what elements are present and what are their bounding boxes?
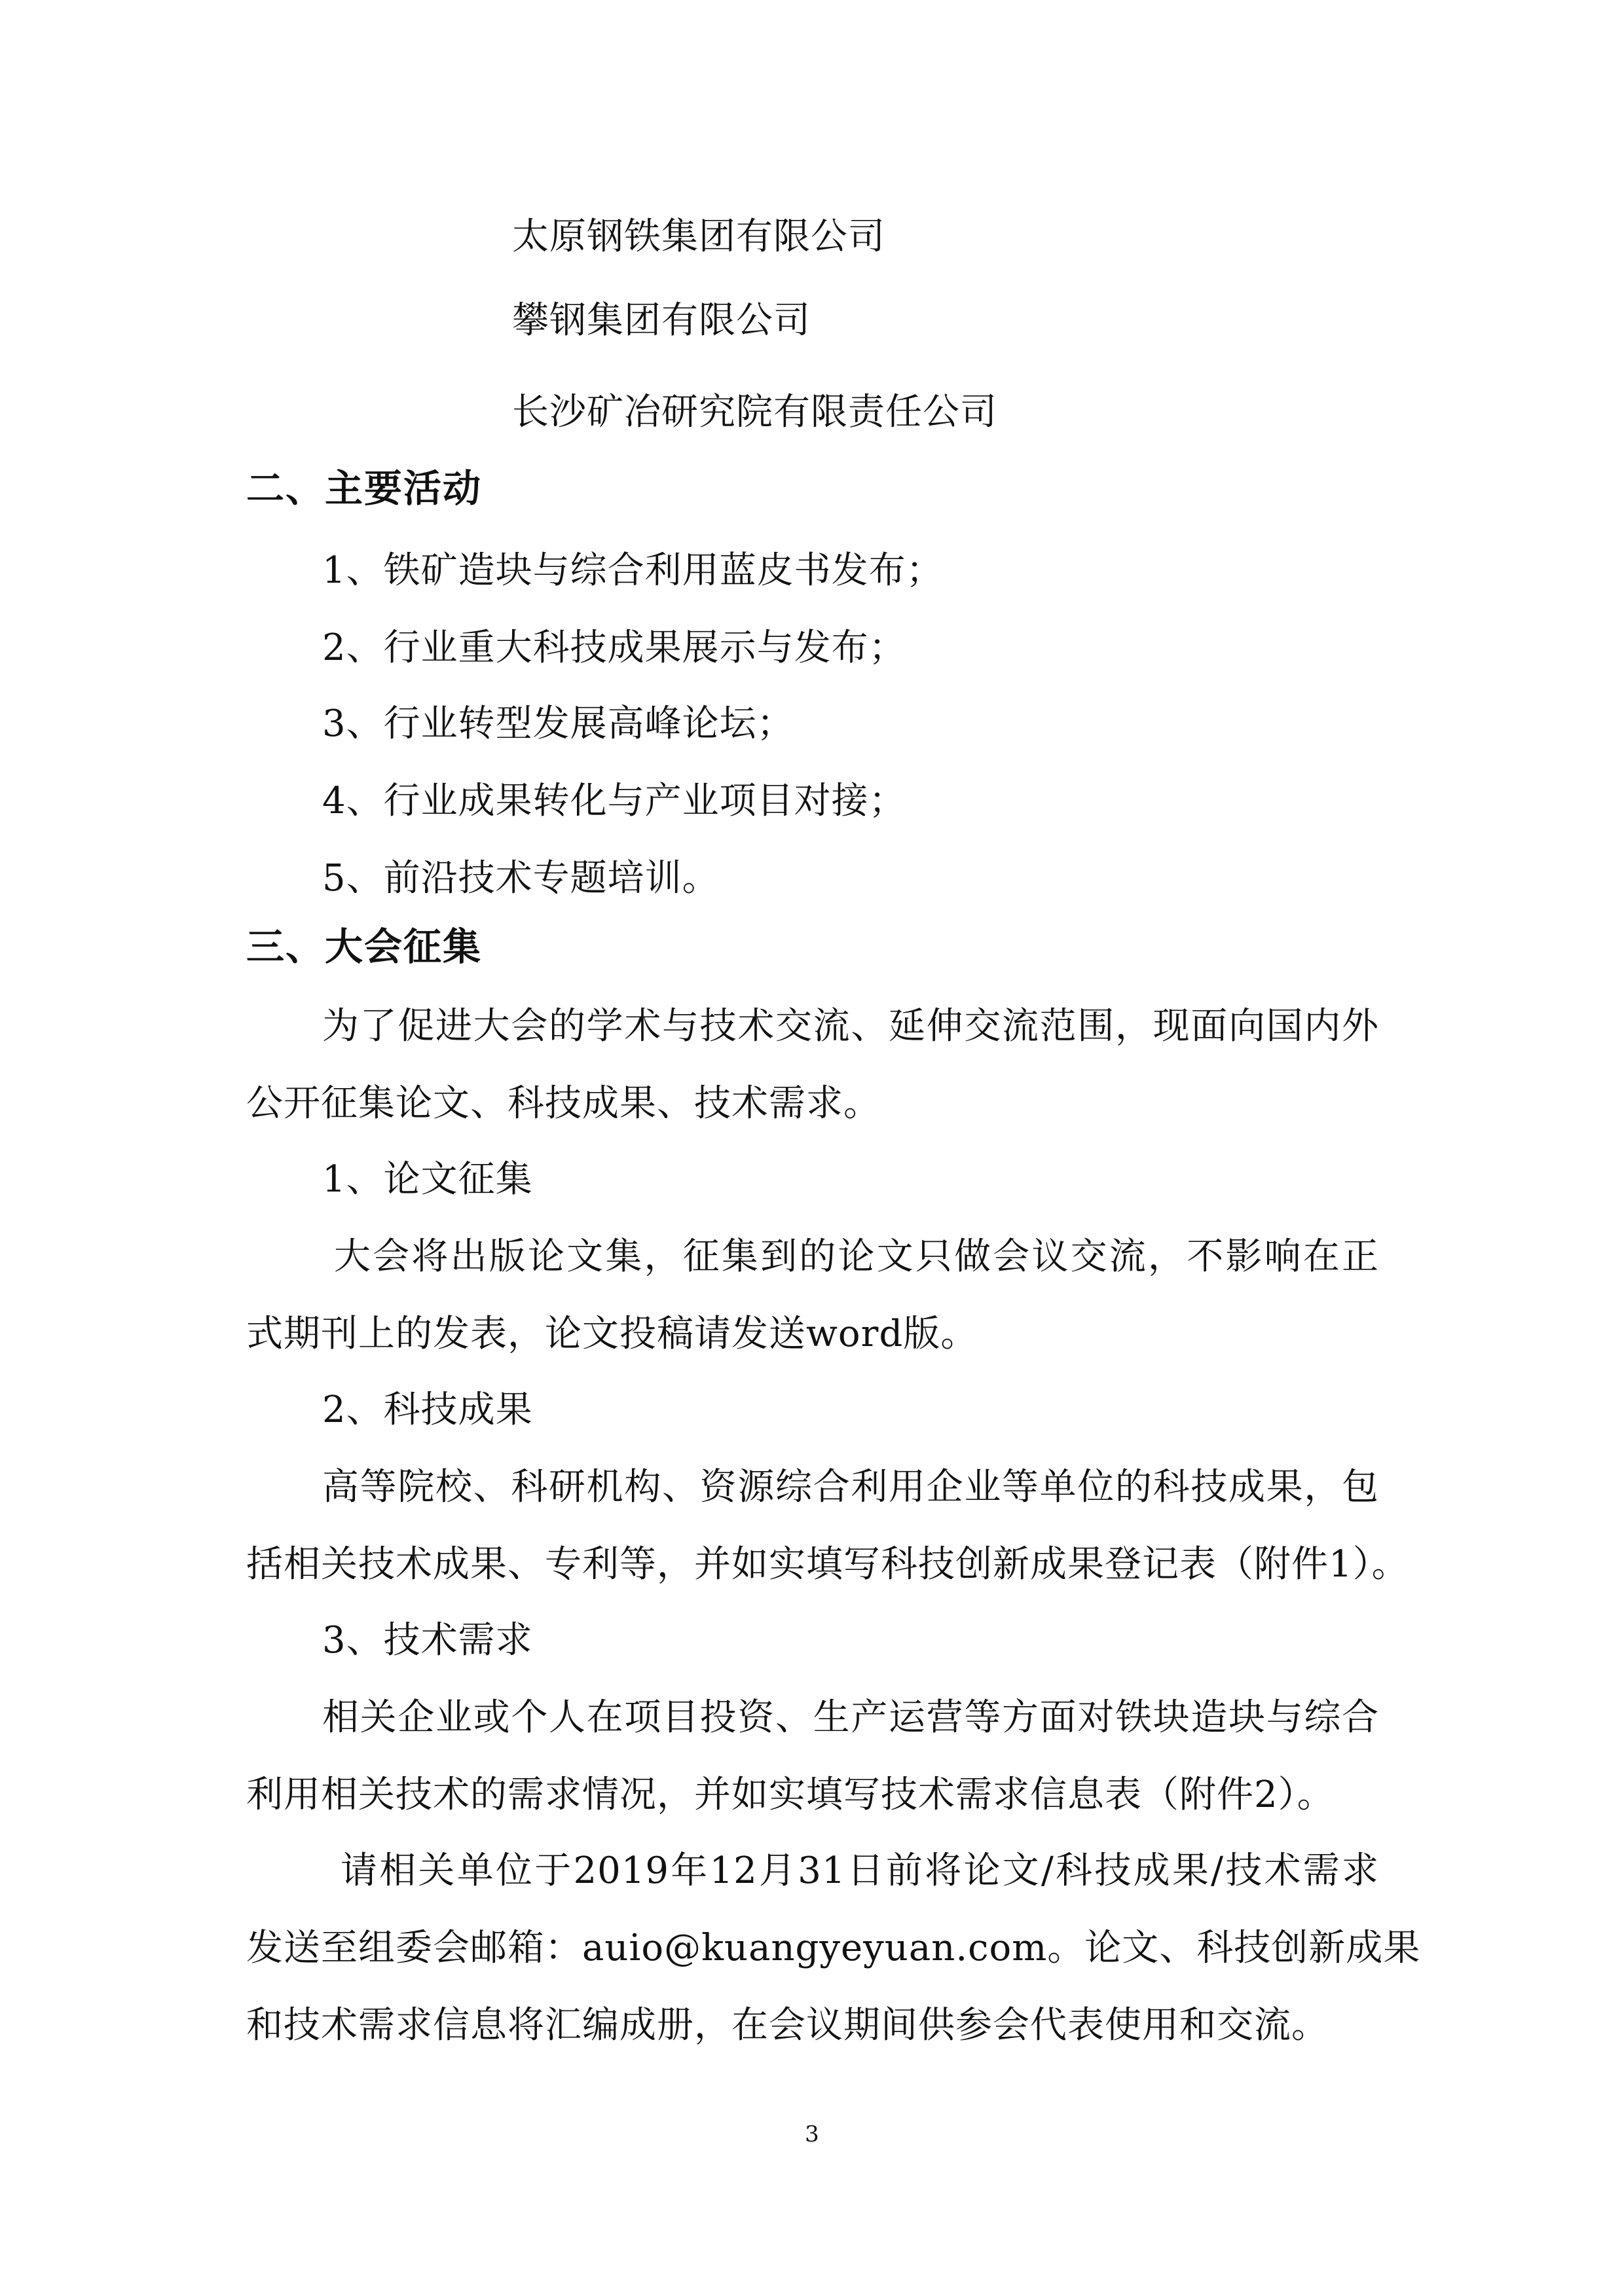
subsection-title-tech-needs: 3、技术需求 [322,1619,533,1662]
closing-line-2: 发送至组委会邮箱：auio@kuangyeyuan.com。论文、科技创新成果 [246,1927,1421,1969]
tech-needs-line-1: 相关企业或个人在项目投资、生产运营等方面对铁块造块与综合 [322,1696,1379,1739]
subsection-title-papers: 1、论文征集 [322,1158,533,1201]
closing-line-3: 和技术需求信息将汇编成册，在会议期间供参会代表使用和交流。 [246,2004,1329,2047]
tech-needs-line-2: 利用相关技术的需求情况，并如实填写技术需求信息表（附件2）。 [246,1774,1335,1816]
activity-item-3: 3、行业转型发展高峰论坛； [322,702,794,745]
organizer-changsha-institute: 长沙矿冶研究院有限责任公司 [512,391,997,433]
papers-line-1: 大会将出版论文集，征集到的论文只做会议交流，不影响在正 [334,1235,1379,1278]
intro-line-1: 为了促进大会的学术与技术交流、延伸交流范围，现面向国内外 [322,1005,1379,1048]
activity-item-4: 4、行业成果转化与产业项目对接； [322,780,906,822]
papers-line-2: 式期刊上的发表，论文投稿请发送word版。 [246,1313,978,1355]
activity-item-1: 1、铁矿造块与综合利用蓝皮书发布； [322,549,944,592]
section-heading-main-activities: 二、主要活动 [246,466,483,511]
activity-item-5: 5、前沿技术专题培训。 [322,857,720,900]
closing-line-1: 请相关单位于2019年12月31日前将论文/科技成果/技术需求 [341,1850,1379,1892]
organizer-pangang: 攀钢集团有限公司 [512,299,811,342]
page-number: 3 [805,2121,819,2147]
activity-item-2: 2、行业重大科技成果展示与发布； [322,627,906,669]
intro-line-2: 公开征集论文、科技成果、技术需求。 [246,1082,881,1125]
achievements-line-1: 高等院校、科研机构、资源综合利用企业等单位的科技成果，包 [322,1466,1379,1508]
achievements-line-2: 括相关技术成果、专利等，并如实填写科技创新成果登记表（附件1）。 [246,1543,1409,1586]
section-heading-call-for-submissions: 三、大会征集 [246,924,483,969]
organizer-taigang: 太原钢铁集团有限公司 [512,215,885,258]
subsection-title-achievements: 2、科技成果 [322,1389,533,1431]
